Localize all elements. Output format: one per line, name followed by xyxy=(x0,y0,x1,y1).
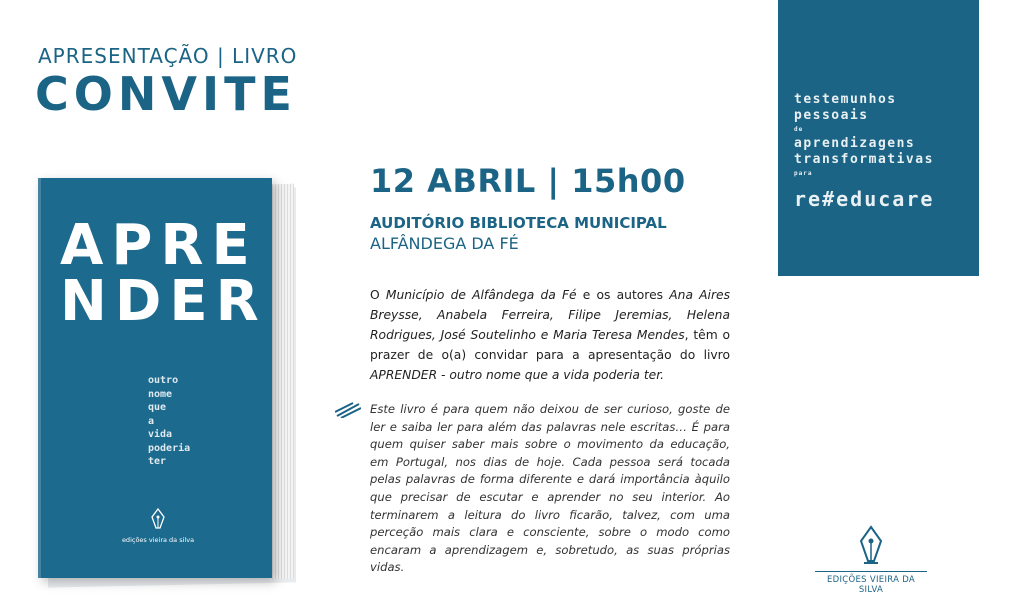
book-publisher-name: edições vieira da silva xyxy=(121,536,195,544)
book-subtitle-line: vida xyxy=(148,429,173,440)
book-title-row: NDER xyxy=(60,269,267,334)
quote-lines-icon xyxy=(335,402,361,418)
intro-paragraph xyxy=(370,285,730,385)
tagline-line: transformativas xyxy=(794,152,934,167)
page-title: CONVITE xyxy=(35,67,297,121)
tagline-text xyxy=(794,92,974,212)
event-place: ALFÂNDEGA DA FÉ xyxy=(370,234,519,253)
book-subtitle-line: ter xyxy=(148,456,167,467)
book-subtitle xyxy=(148,374,258,469)
tagline-line: aprendizagens xyxy=(794,136,916,151)
tagline-panel xyxy=(778,0,979,276)
pen-nib-icon xyxy=(150,508,166,530)
book-pages xyxy=(270,184,294,580)
book-spine xyxy=(38,178,41,578)
pen-nib-icon xyxy=(858,525,884,565)
publisher-name: EDIÇÕES VIEIRA DA SILVA xyxy=(815,571,927,595)
book-subtitle-line: nome xyxy=(148,388,173,400)
book-publisher-logo xyxy=(118,508,198,544)
intro-text: e os autores xyxy=(576,288,670,302)
intro-municipio: Município de Alfândega da Fé xyxy=(385,288,577,302)
tagline-line: de xyxy=(794,126,804,133)
book-subtitle-line: poderia xyxy=(148,442,191,454)
intro-authors: Ana Aires Breysse, Anabela Ferreira, Filipe Jeremias, Helena Rodrigues, José Soutelinho e Maria Teresa Mendes xyxy=(370,288,731,342)
event-date: 12 ABRIL | 15h00 xyxy=(370,162,686,200)
book-description-quote: Este livro é para quem não deixou de ser curioso, goste de ler e saiba ler para além das palavras nele escritas… É para quem quiser saber mais sobre o movimento da educação, em Portugal, nos dias de hoje. Cada pessoa será tocada pelas palavras de forma diferente e dará importância àquilo que precisar de escutar e aprender no seu interior. Ao terminarem a leitura do livro ficarão, talvez, com uma perceção mais clara e consciente, sobre o modo como encaram a aprendizagem e, sobretudo, as suas próprias vidas. xyxy=(370,402,730,575)
book-cover xyxy=(38,178,272,578)
tagline-line: para xyxy=(794,170,813,177)
header-kicker: APRESENTAÇÃO | LIVRO xyxy=(38,44,298,68)
book-subtitle-line: outro xyxy=(148,375,179,386)
book-title-art xyxy=(60,213,267,334)
intro-text: O xyxy=(370,288,386,302)
publisher-logo xyxy=(815,525,927,595)
intro-text: , têm o prazer de o(a) convidar para a apresentação do livro xyxy=(370,328,730,362)
event-venue: AUDITÓRIO BIBLIOTECA MUNICIPAL xyxy=(370,214,667,232)
tagline-line: pessoais xyxy=(794,108,869,123)
tagline-hashtag: re#educare xyxy=(794,187,935,211)
intro-book-title: APRENDER - outro nome que a vida poderia ter. xyxy=(370,368,665,382)
book-subtitle-line: que xyxy=(148,402,167,413)
book-subtitle-line: a xyxy=(148,415,155,427)
tagline-line: testemunhos xyxy=(794,92,897,107)
book-title-row: APRE xyxy=(60,213,258,278)
